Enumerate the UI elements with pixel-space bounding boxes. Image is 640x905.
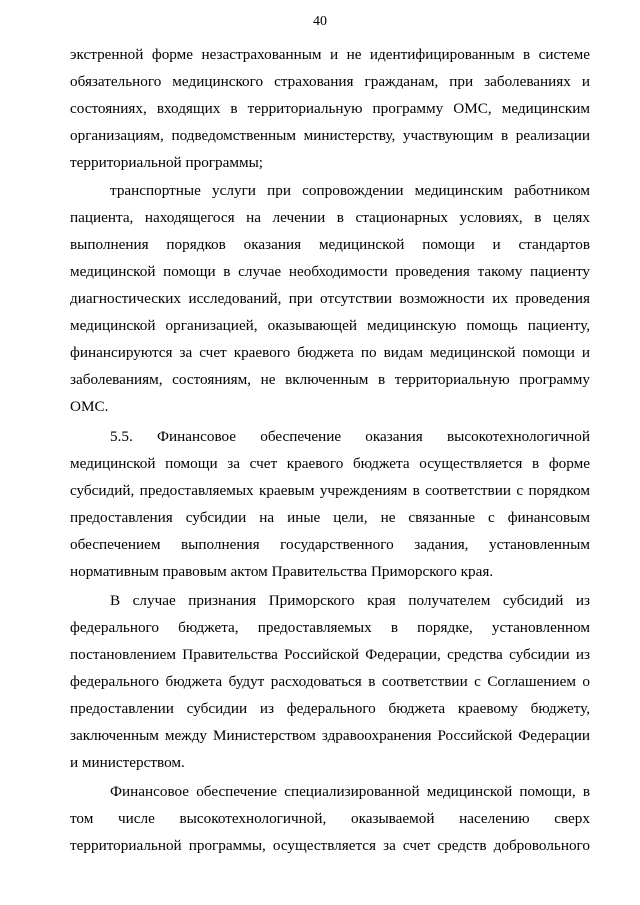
text-line: состояниях, входящих в территориальную программу ОМС, медицинским — [70, 100, 590, 117]
text-line: медицинской организацией, оказывающей медицинскую помощь пациенту, — [70, 317, 590, 334]
paragraph-4 — [70, 587, 590, 776]
paragraph-3 — [70, 423, 590, 585]
text-line: федерального бюджета, предоставляемых в порядке, установленном — [70, 619, 590, 636]
paragraph-5 — [70, 778, 590, 859]
text-line: федерального бюджета будут расходоваться в соответствии с Соглашением о — [70, 673, 590, 690]
text-line: нормативным правовым актом Правительства Приморского края. — [70, 563, 494, 580]
page-number: 40 — [313, 14, 327, 29]
text-line: предоставления субсидии на иные цели, не связанные с финансовым — [70, 509, 590, 526]
text-line: медицинской помощи за счет краевого бюджета осуществляется в форме — [70, 455, 590, 472]
text-line: организациям, подведомственным министерству, участвующим в реализации — [70, 127, 590, 144]
text-line: постановлением Правительства Российской Федерации, средства субсидии из — [70, 646, 590, 663]
text-line: обеспечением выполнения государственного задания, установленным — [70, 536, 590, 553]
text-line: 5.5. Финансовое обеспечение оказания высокотехнологичной — [110, 428, 590, 445]
text-line: субсидий, предоставляемых краевым учреждениям в соответствии с порядком — [70, 482, 590, 499]
text-line: ОМС. — [70, 398, 109, 415]
text-line: пациента, находящегося на лечении в стационарных условиях, в целях — [70, 209, 590, 226]
text-line: экстренной форме незастрахованным и не идентифицированным в системе — [70, 46, 590, 63]
text-line: выполнения порядков оказания медицинской помощи и стандартов — [70, 236, 590, 253]
text-line: транспортные услуги при сопровождении медицинским работником — [110, 182, 590, 199]
text-line: заболеваниям, состояниям, не включенным в территориальную программу — [70, 371, 590, 388]
text-line: и министерством. — [70, 754, 185, 771]
text-line: диагностических исследований, при отсутствии возможности их проведения — [70, 290, 590, 307]
paragraph-2 — [70, 177, 590, 420]
paragraph-1 — [70, 41, 590, 176]
text-line: предоставлении субсидии из федерального бюджета краевому бюджету, — [70, 700, 590, 717]
text-line: В случае признания Приморского края получателем субсидий из — [110, 592, 590, 609]
text-line: финансируются за счет краевого бюджета по видам медицинской помощи и — [70, 344, 590, 361]
text-line: обязательного медицинского страхования гражданам, при заболеваниях и — [70, 73, 590, 90]
text-line: территориальной программы; — [70, 154, 263, 171]
text-line: территориальной программы, осуществляется за счет средств добровольного — [70, 837, 590, 854]
text-line: том числе высокотехнологичной, оказываемой населению сверх — [70, 810, 590, 827]
text-line: Финансовое обеспечение специализированной медицинской помощи, в — [110, 783, 590, 800]
text-line: заключенным между Министерством здравоохранения Российской Федерации — [70, 727, 590, 744]
text-line: медицинской помощи в случае необходимости проведения такому пациенту — [70, 263, 590, 280]
